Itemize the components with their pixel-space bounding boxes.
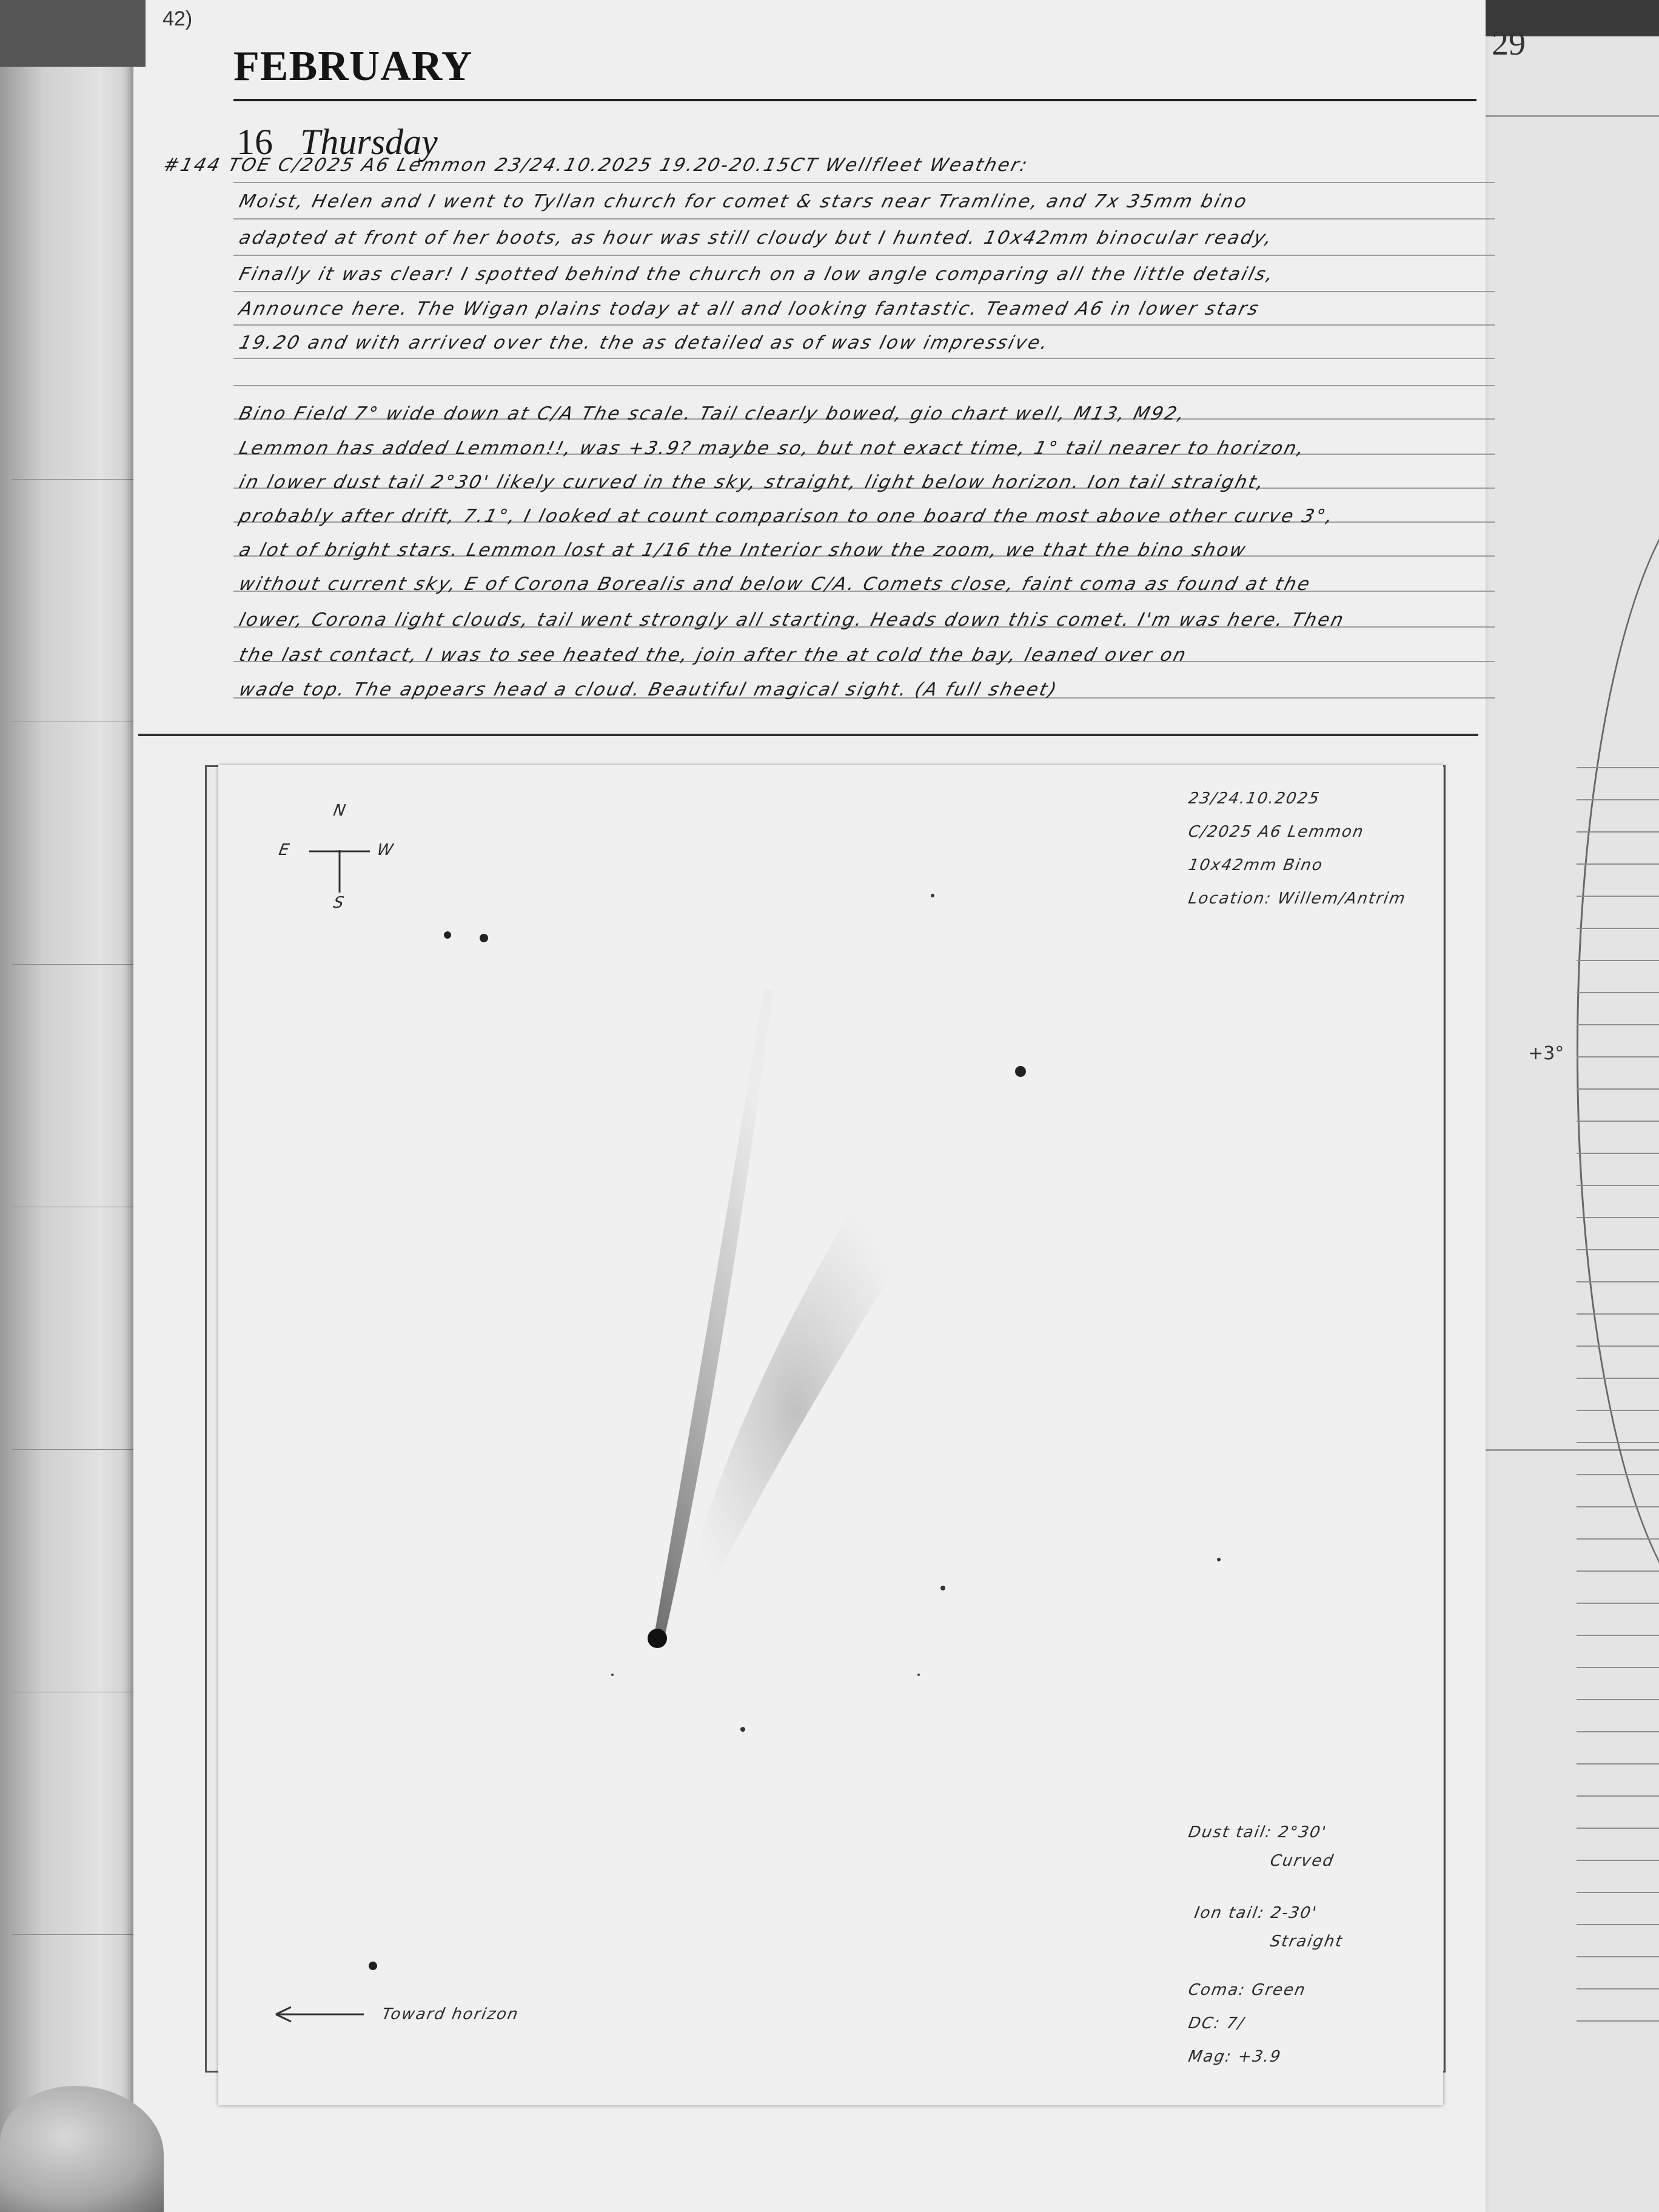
star (917, 1674, 920, 1676)
dark-corner (0, 0, 146, 67)
dust-tail-label: Dust tail: 2°30' (1187, 1823, 1329, 1842)
star (940, 1586, 945, 1590)
star (480, 934, 488, 942)
log-line: in lower dust tail 2°30' likely curved in the sky, straight, light below horizon. Ion tail straight, (236, 472, 1268, 493)
star (740, 1727, 745, 1732)
star (1217, 1558, 1221, 1561)
star (1015, 1066, 1026, 1077)
margin-ruled-line (1577, 1892, 1659, 1893)
margin-ruled-line (1577, 928, 1659, 929)
log-line: Bino Field 7° wide down at C/A The scale. Tail clearly bowed, gio chart well, M13, M92, (236, 403, 1188, 424)
margin-ruled-line (1577, 1570, 1659, 1572)
log-line: lower, Corona light clouds, tail went strongly all starting. Heads down this comet. I'm was here. Then (236, 609, 1347, 631)
margin-ruled-line (1577, 1088, 1659, 1090)
margin-ruled-line (1577, 1731, 1659, 1732)
compass-north: N (332, 802, 349, 820)
margin-ruled-line (1577, 1153, 1659, 1154)
margin-ruled-line (1577, 1024, 1659, 1025)
margin-ruled-line (1577, 1249, 1659, 1250)
ruled-line (233, 255, 1495, 256)
margin-ruled-line (1577, 1603, 1659, 1604)
ruled-line (233, 182, 1495, 183)
log-line: the last contact, I was to see heated the, join after the at cold the bay, leaned over on (236, 645, 1190, 666)
right-page-number: 29 (1492, 25, 1526, 62)
month-heading: FEBRUARY (233, 43, 473, 90)
log-line: without current sky, E of Corona Borealis and below C/A. Comets close, faint coma as found at the (236, 574, 1314, 595)
log-line: Finally it was clear! I spotted behind the church on a low angle comparing all the little details, (236, 264, 1278, 285)
margin-ruled-line (1577, 1346, 1659, 1347)
ion-tail-label: Ion tail: 2-30' (1193, 1904, 1319, 1922)
log-line: 19.20 and with arrived over the. the as detailed as of was low impressive. (236, 332, 1052, 354)
margin-ruled-line (1577, 1635, 1659, 1636)
coma-label: Coma: Green (1187, 1981, 1308, 1999)
margin-ruled-line (1577, 1506, 1659, 1507)
log-line: #144 TOE C/2025 A6 Lemmon 23/24.10.2025 19.20-20.15CT Wellfleet Weather: (161, 155, 1031, 176)
ion-tail-note: Straight (1269, 1932, 1345, 1951)
margin-ruled-line (1577, 1313, 1659, 1315)
margin-ruled-line (1577, 1442, 1659, 1443)
mag-label: Mag: +3.9 (1187, 2048, 1283, 2066)
star (444, 931, 451, 939)
margin-ruled-line (1577, 960, 1659, 961)
log-line: adapted at front of her boots, as hour was still cloudy but I hunted. 10x42mm binocular ready, (236, 227, 1276, 249)
margin-ruled-line (1577, 767, 1659, 768)
margin-ruled-line (1577, 1667, 1659, 1668)
horizon-label: Toward horizon (380, 2005, 521, 2023)
ruled-line (233, 358, 1495, 359)
margin-ruled-line (1577, 992, 1659, 993)
margin-note: +3° (1528, 1043, 1564, 1064)
margin-ruled-line (1577, 1281, 1659, 1282)
log-line: Announce here. The Wigan plains today at all and looking fantastic. Teamed A6 in lower stars (236, 298, 1262, 320)
log-line: a lot of bright stars. Lemmon lost at 1/16 the Interior show the zoom, we that the bino show (236, 540, 1250, 561)
ruled-line (233, 291, 1495, 292)
margin-ruled-line (1577, 1956, 1659, 1957)
header-rule (233, 99, 1476, 101)
comet-nucleus (648, 1629, 667, 1648)
day-name: Thursday (300, 122, 438, 162)
ruled-line (233, 324, 1495, 326)
day-number: 16 (236, 122, 273, 162)
margin-ruled-line (1577, 1121, 1659, 1122)
margin-ruled-line (1577, 1410, 1659, 1411)
sketch-location: Location: Willem/Antrim (1187, 890, 1408, 908)
dc-label: DC: 7/ (1187, 2014, 1247, 2033)
margin-ruled-line (1577, 1763, 1659, 1765)
log-line: probably after drift, 7.1°, I looked at count comparison to one board the most above other curve 3°, (236, 506, 1337, 527)
compass-south: S (332, 894, 347, 912)
margin-ruled-line (1577, 1538, 1659, 1540)
section-divider (138, 734, 1478, 736)
corner-note: 42) (163, 7, 193, 30)
margin-ruled-line (1577, 896, 1659, 897)
compass-west: W (375, 841, 396, 859)
margin-ruled-line (1577, 1795, 1659, 1797)
dust-tail-note: Curved (1269, 1852, 1336, 1870)
ruled-line (233, 218, 1495, 220)
margin-ruled-line (1577, 1988, 1659, 1989)
star (369, 1962, 377, 1970)
margin-ruled-line (1577, 1217, 1659, 1218)
sketch-card (218, 765, 1443, 2105)
margin-ruled-line (1577, 1699, 1659, 1700)
star (611, 1674, 614, 1676)
sketch-date: 23/24.10.2025 (1187, 789, 1322, 808)
compass-east: E (277, 841, 292, 859)
sketch-object: C/2025 A6 Lemmon (1187, 823, 1366, 841)
ruled-line (233, 385, 1495, 386)
log-line: Moist, Helen and I went to Tyllan church for comet & stars near Tramline, and 7x 35mm bino (236, 191, 1251, 212)
margin-ruled-line (1577, 1860, 1659, 1861)
star (931, 894, 934, 897)
page-stack-left (0, 55, 142, 2212)
log-line: Lemmon has added Lemmon!!, was +3.9? maybe so, but not exact time, 1° tail nearer to horizon, (236, 438, 1309, 459)
margin-ruled-line (1577, 1378, 1659, 1379)
margin-ruled-line (1577, 1828, 1659, 1829)
sketch-instrument: 10x42mm Bino (1187, 856, 1325, 874)
margin-ruled-line (1577, 1474, 1659, 1475)
margin-ruled-line (1577, 863, 1659, 865)
log-line: wade top. The appears head a cloud. Beautiful magical sight. (A full sheet) (236, 679, 1061, 700)
margin-ruled-line (1577, 799, 1659, 800)
margin-ruled-line (1577, 1056, 1659, 1057)
margin-ruled-line (1577, 1185, 1659, 1186)
margin-ruled-line (1577, 831, 1659, 833)
margin-ruled-line (1577, 1924, 1659, 1925)
margin-ruled-line (1577, 2020, 1659, 2022)
right-ruled-lines (1577, 767, 1659, 2053)
